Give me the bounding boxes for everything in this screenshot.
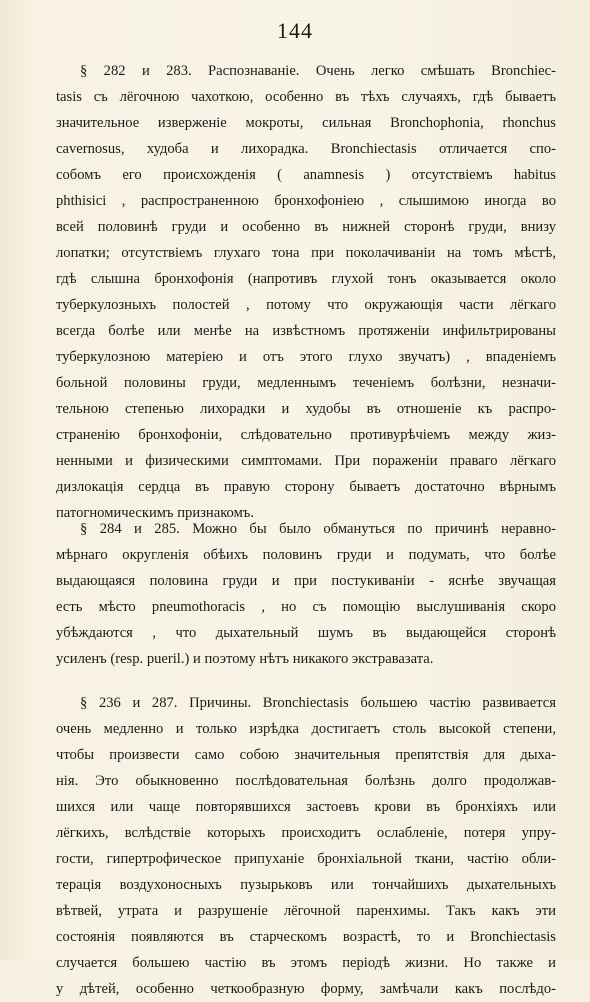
text-line: больной половины груди, медленнымъ теченіемъ болѣзни, незначи- — [56, 375, 556, 391]
text-line: очень медленно и только изрѣдка достигаетъ столь высокой степени, — [56, 721, 556, 737]
text-line: убѣждаются , что дыхательный шумъ въ выдающейся сторонѣ — [56, 625, 556, 641]
text-line: выдающаяся половина груди и при постукиваніи - яснѣе звучащая — [56, 573, 556, 589]
text-line: лопатки; отсутствіемъ глухаго тона при поколачиваніи на томъ мѣстѣ, — [56, 245, 556, 261]
text-line: гости, гипертрофическое припуханіе бронхіальной ткани, частію обли- — [56, 851, 556, 867]
text-line: лёгкихъ, вслѣдствіе которыхъ происходитъ ослабленіе, потеря упру- — [56, 825, 556, 841]
text-line: усиленъ (resp. pueril.) и поэтому нѣтъ никакого экстравазата. — [56, 651, 434, 667]
text-line: мѣрнаго округленія обѣихъ половинъ груди и подумать, что болѣе — [56, 547, 556, 563]
text-line: у дѣтей, особенно четкообразную форму, замѣчали какъ послѣдо- — [56, 981, 556, 997]
paragraph-diagnosis — [56, 58, 556, 526]
text-line: шихся или чаще повторявшихся застоевъ крови въ бронхіяхъ или — [56, 799, 556, 815]
text-line: § 284 и 285. Можно бы было обмануться по причинѣ неравно- — [80, 521, 556, 537]
text-line: значительное изверженіе мокроты, сильная Bronchophonia, rhonchus — [56, 115, 556, 131]
text-line: tasis съ лёгочною чахоткою, особенно въ тѣхъ случаяхъ, гдѣ бываетъ — [56, 89, 556, 105]
text-line: страненію бронхофоніи, слѣдовательно противурѣчіемъ между жиз- — [56, 427, 556, 443]
text-line: нія. Это обыкновенно послѣдовательная болѣзнь долго продолжав- — [56, 773, 556, 789]
text-line: состоянія появляются въ старческомъ возрастѣ, то и Bronchiectasis — [56, 929, 556, 945]
text-line: всегда болѣе или менѣе на извѣстномъ протяженіи инфильтрированы — [56, 323, 556, 339]
text-line: есть мѣсто pneumothoracis , но съ помощію выслушиванія скоро — [56, 599, 556, 615]
text-line: тельною степенью лихорадки и худобы въ отношеніе къ распро- — [56, 401, 556, 417]
text-line: случается большею частію въ этомъ періодѣ жизни. Но также и — [56, 955, 556, 971]
text-line: дизлокація сердца въ правую сторону бываетъ достаточно вѣрнымъ — [56, 479, 556, 495]
text-line: туберкулозною матеріею и отъ этого глухо звучатъ) , впаденіемъ — [56, 349, 556, 365]
paragraph-causes — [56, 690, 556, 1002]
text-line: патогномическимъ признакомъ. — [56, 505, 255, 521]
text-line: туберкулозныхъ полостей , потому что окружающія части лёгкаго — [56, 297, 556, 313]
text-line: phthisici , распространенною бронхофоніею , слышимою иногда во — [56, 193, 556, 209]
text-line: cavernosus, худоба и лихорадка. Bronchiectasis отличается спо- — [56, 141, 556, 157]
text-line: всей половинѣ груди и особенно въ нижней сторонѣ груди, внизу — [56, 219, 556, 235]
text-line: § 236 и 287. Причины. Bronchiectasis большею частію развивается — [80, 695, 556, 711]
text-line: ненными и физическими симптомами. При пораженіи праваго лёгкаго — [56, 453, 556, 469]
page-number: 144 — [277, 18, 313, 43]
text-line: гдѣ слышна бронхофонія (напротивъ глухой тонъ оказывается около — [56, 271, 556, 287]
paragraph-differential — [56, 516, 556, 672]
text-line: § 282 и 283. Распознаваніе. Очень легко смѣшать Bronchiec- — [80, 63, 556, 79]
text-line: вѣтвей, утрата и разрушеніе лёгочной паренхимы. Такъ какъ эти — [56, 903, 556, 919]
text-line: собомъ его происхожденія ( anamnesis ) отсутствіемъ habitus — [56, 167, 556, 183]
text-line: чтобы произвести само собою значительныя препятствія для дыха- — [56, 747, 556, 763]
text-line: терація воздухоносныхъ пузырьковъ или тончайшихъ дыхательныхъ — [56, 877, 556, 893]
